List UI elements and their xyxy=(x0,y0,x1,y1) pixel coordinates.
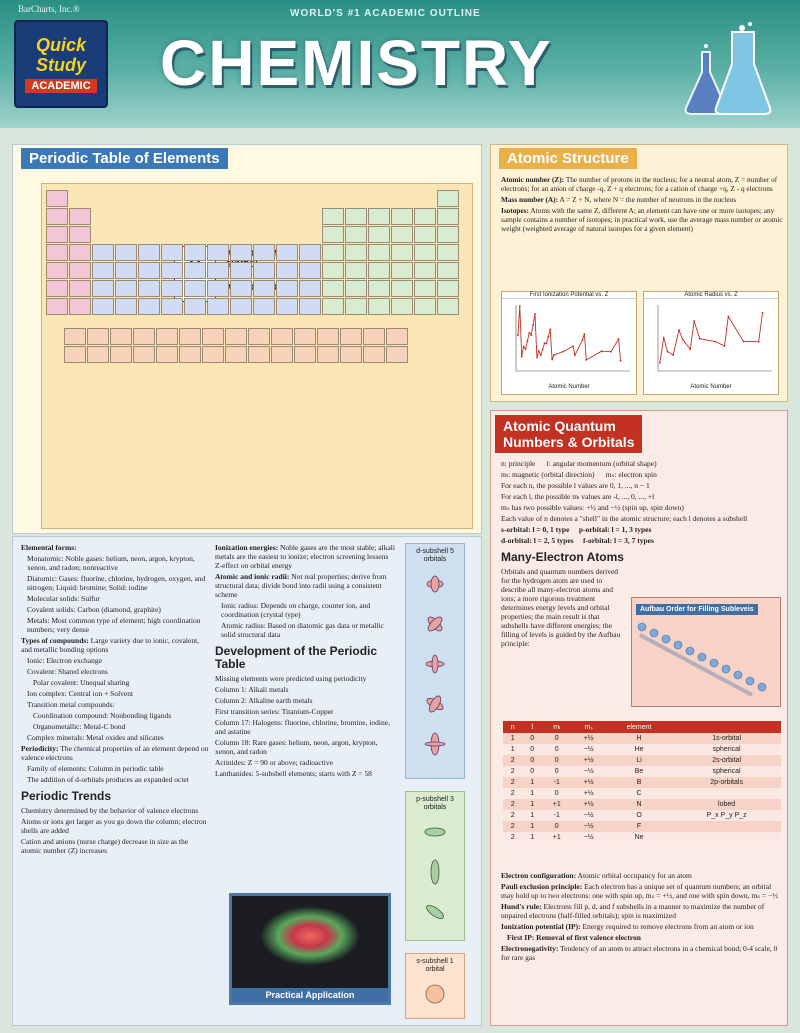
f-block-cell xyxy=(110,328,132,345)
f-block-cell xyxy=(202,346,224,363)
f-block-cell xyxy=(179,328,201,345)
periodic-table-panel xyxy=(12,144,482,534)
chart-point xyxy=(743,341,745,343)
element-cell xyxy=(322,226,344,243)
chart-point xyxy=(601,350,603,352)
element-cell xyxy=(253,280,275,297)
element-cell xyxy=(115,298,137,315)
element-cell xyxy=(437,298,459,315)
element-cell xyxy=(345,298,367,315)
element-cell xyxy=(230,244,252,261)
element-cell xyxy=(161,298,183,315)
p-orbital-strip: p-subshell 3 orbitals xyxy=(405,791,465,941)
element-cell xyxy=(46,226,68,243)
table-cell: 1 xyxy=(522,788,541,799)
element-cell xyxy=(46,262,68,279)
p-orbital-icon xyxy=(406,812,464,932)
f-block-cell xyxy=(294,328,316,345)
element-cell xyxy=(276,262,298,279)
element-cell xyxy=(414,244,436,261)
element-cell xyxy=(69,280,91,297)
element-cell xyxy=(92,262,114,279)
element-cell xyxy=(414,298,436,315)
practical-application-photo: Practical Application xyxy=(229,893,391,1005)
periodic-trends-heading: Periodic Trends xyxy=(21,789,112,803)
element-cell xyxy=(437,208,459,225)
element-cell xyxy=(299,244,321,261)
aufbau-arrows-icon xyxy=(632,619,780,703)
table-cell: 1 xyxy=(522,832,541,843)
element-cell xyxy=(414,280,436,297)
element-cell xyxy=(92,244,114,261)
element-cell xyxy=(414,262,436,279)
table-row xyxy=(503,788,781,799)
chart-point xyxy=(547,336,549,338)
table-cell: C xyxy=(606,788,672,799)
element-cell xyxy=(391,298,413,315)
chart-point xyxy=(724,345,726,347)
element-cell xyxy=(46,190,68,207)
chart-point xyxy=(540,354,542,356)
table-cell: -1 xyxy=(542,777,572,788)
table-row xyxy=(503,755,781,766)
element-cell xyxy=(368,262,390,279)
element-cell xyxy=(46,244,68,261)
chart-point xyxy=(689,348,691,350)
f-block-cell xyxy=(87,346,109,363)
table-cell: -1 xyxy=(542,810,572,821)
table-row xyxy=(503,777,781,788)
f-block-cell xyxy=(271,328,293,345)
element-cell xyxy=(437,280,459,297)
table-cell: He xyxy=(606,744,672,755)
f-block-cell xyxy=(87,328,109,345)
element-cell xyxy=(230,280,252,297)
element-cell xyxy=(138,244,160,261)
chart-point xyxy=(528,332,530,334)
element-cell xyxy=(299,280,321,297)
table-cell: 1 xyxy=(503,744,522,755)
f-block-cell xyxy=(156,328,178,345)
quickstudy-logo: Quick Study ACADEMIC xyxy=(14,20,108,108)
table-cell: 0 xyxy=(522,744,541,755)
table-cell: Be xyxy=(606,766,672,777)
table-cell: spherical xyxy=(672,766,781,777)
table-cell: H xyxy=(606,733,672,744)
table-cell: 2 xyxy=(503,810,522,821)
element-cell xyxy=(69,208,91,225)
table-cell: +½ xyxy=(572,788,606,799)
chart-point xyxy=(659,362,661,364)
table-cell: spherical xyxy=(672,744,781,755)
element-cell xyxy=(207,262,229,279)
element-cell xyxy=(207,298,229,315)
element-cell xyxy=(115,244,137,261)
element-cell xyxy=(391,244,413,261)
table-cell: 2 xyxy=(503,799,522,810)
element-cell xyxy=(207,280,229,297)
table-cell: 2 xyxy=(503,777,522,788)
chart-point xyxy=(714,341,716,343)
element-cell xyxy=(138,280,160,297)
f-block-cell xyxy=(64,346,86,363)
f-block-cell xyxy=(248,328,270,345)
f-block-cell xyxy=(386,328,408,345)
element-cell xyxy=(437,226,459,243)
element-cell xyxy=(46,208,68,225)
table-header-cell: mₗ xyxy=(542,721,572,733)
element-cell xyxy=(414,226,436,243)
quantum-rules-text: Electron configuration: Atomic orbital occupancy for an atom Pauli exclusion principle: Each electron has a unique set of quantum numbers; an orbital may hold up to two electrons: one with spin up, mₛ = +½, and one with spin down, mₛ = −½ Hund's rule: Electrons fill p, d, and f subshells in a manner to maximize the number of unpaired electrons (half-filled orbitals); spin is maximized Ionization potential (IP): Energy required to remove electrons from an atom or ion First IP: Removal of first valence electron Electronegativity: Tendency of an atom to attract electrons in a chemical bond; 0-4 scale, 0 for rare gas xyxy=(501,871,778,962)
chart-series-line xyxy=(660,313,763,363)
table-header-cell: n xyxy=(503,721,522,733)
many-electron-heading: Many-Electron Atoms xyxy=(501,550,624,564)
table-cell: O xyxy=(606,810,672,821)
table-cell: B xyxy=(606,777,672,788)
chart-point xyxy=(538,350,540,352)
table-cell: 0 xyxy=(522,733,541,744)
table-cell: +1 xyxy=(542,832,572,843)
table-cell: 2 xyxy=(503,821,522,832)
page-title: CHEMISTRY xyxy=(160,27,553,99)
flask-icon xyxy=(682,22,772,118)
fireworks-image xyxy=(260,906,360,966)
radius-chart: Atomic Radius vs. Z Atomic Number xyxy=(643,291,779,395)
development-heading: Development of the Periodic Table xyxy=(215,644,378,671)
table-cell: −½ xyxy=(572,821,606,832)
chart-point xyxy=(610,351,612,353)
element-cell xyxy=(368,226,390,243)
element-cell xyxy=(322,208,344,225)
table-cell: 1 xyxy=(522,799,541,810)
element-cell xyxy=(299,262,321,279)
left-column-1: Elemental forms: Monatomic: Noble gases: helium, neon, argon, krypton, xenon, and radon; nonreactive Diatomic: Gases: fluorine, chlorine, hydrogen, oxygen, and nitrogen; Liquid: bromine; Solid: iodine Molecular solids: Sulfur Covalent solids: Carbon (diamond, graphite) Metals: Most common type of element; high coordination numbers; very dense Types of compounds: Large variety due to ionic, covalent, and metallic bonding options Ionic: Electron exchange Covalent: Shared electrons Polar covalent: Unequal sharing Ion complex: Central ion + Solvent Transition metal compounds: Coordination compound: Nonbonding ligands Organometallic: Metal-C bond Complex minerals: Metal oxides and silicates Periodicity: The chemical properties of an element depend on valence electrons Family of elements: Column in periodic table The addition of d-orbitals produces an expanded octet Periodic Trends Chemistry determined by the behavior of valence electrons Atoms or ions get larger as you go down the column; electron shells are added Cation and anions (nurse charge) decrease in size as the atomic number (Z) increases xyxy=(21,543,209,855)
d-orbital-strip: d-subshell 5 orbitals xyxy=(405,543,465,779)
table-row xyxy=(503,832,781,843)
table-cell: 0 xyxy=(542,821,572,832)
element-cell xyxy=(276,280,298,297)
chart-point xyxy=(551,359,553,361)
element-cell xyxy=(391,208,413,225)
f-block-cell xyxy=(386,346,408,363)
f-block-cell xyxy=(202,328,224,345)
s-orbital-icon xyxy=(406,974,464,1014)
f-block-cell xyxy=(133,328,155,345)
element-cell xyxy=(437,244,459,261)
element-cell xyxy=(184,262,206,279)
chart-point xyxy=(667,351,669,353)
table-row xyxy=(503,799,781,810)
publisher: BarCharts, Inc.® xyxy=(18,4,80,14)
element-cell xyxy=(46,280,68,297)
header-banner xyxy=(0,0,800,128)
chart-point xyxy=(678,329,680,331)
chart-point xyxy=(517,334,519,336)
f-block-cell xyxy=(248,346,270,363)
table-cell: 1 xyxy=(522,777,541,788)
table-cell: 2p-orbitals xyxy=(672,777,781,788)
element-cell xyxy=(253,262,275,279)
element-cell xyxy=(161,262,183,279)
f-block-cell xyxy=(363,346,385,363)
chart-point xyxy=(693,320,695,322)
chart-point xyxy=(546,343,548,345)
chart-point xyxy=(542,348,544,350)
element-cell xyxy=(391,280,413,297)
element-cell xyxy=(92,298,114,315)
element-cell xyxy=(207,244,229,261)
element-cell xyxy=(230,298,252,315)
element-cell xyxy=(161,280,183,297)
chart-point xyxy=(534,313,536,315)
quantum-table xyxy=(503,721,781,843)
element-cell xyxy=(276,298,298,315)
table-cell: 2s-orbital xyxy=(672,755,781,766)
element-cell xyxy=(184,280,206,297)
f-block-cell xyxy=(156,346,178,363)
f-block-cell xyxy=(271,346,293,363)
element-cell xyxy=(69,298,91,315)
f-block-cell xyxy=(340,346,362,363)
table-cell xyxy=(672,832,781,843)
atomic-structure-panel xyxy=(490,144,788,402)
table-row xyxy=(503,821,781,832)
element-cell xyxy=(138,262,160,279)
table-cell: +½ xyxy=(572,755,606,766)
ionization-chart-plot xyxy=(502,299,636,379)
table-cell: 0 xyxy=(522,766,541,777)
table-cell: Li xyxy=(606,755,672,766)
element-cell xyxy=(184,298,206,315)
left-column-2: Ionization energies: Noble gases are the most stable; alkali metals are the easiest to ionize; electron screening lessens Z-effect on orbital energy Atomic and ionic radii: Not real properties; derive from structural data; divide bond into radii using a consistent scheme Ionic radius: Depends on charge, counter ion, and coordination (crystal type) Atomic radius: Based on diatomic gas data or metallic solid structural data Development of the Periodic Table Missing elements were predicted using periodicity Column 1: Alkali metals Column 2: Alkaline earth metals First transition series: Titanium-Copper Column 17: Halogens: fluorine, chlorine, bromine, iodine, and astatine Column 18: Rare gases: helium, neon, argon, krypton, xenon, and radon Actinides: Z = 90 or above; radioactive Lanthanides: 5-subshell elements; starts with Z = 58 xyxy=(215,543,395,778)
table-cell: −½ xyxy=(572,766,606,777)
quantum-numbers-panel xyxy=(490,410,788,1026)
table-cell: 1s-orbital xyxy=(672,733,781,744)
table-cell: Ne xyxy=(606,832,672,843)
table-cell: N xyxy=(606,799,672,810)
chart-point xyxy=(672,354,674,356)
table-cell: F xyxy=(606,821,672,832)
table-cell: 2 xyxy=(503,766,522,777)
periodic-table-heading: Periodic Table of Elements xyxy=(21,148,228,169)
chart-series-line xyxy=(518,306,621,361)
left-text-section xyxy=(12,536,482,1026)
chart-point xyxy=(519,305,521,307)
ionization-chart: First Ionization Potential vs. Z Atomic Number xyxy=(501,291,637,395)
quantum-text: n: principle l: angular momentum (orbital shape) mₗ: magnetic (orbital direction) mₛ: electron spin For each n, the possible l values are 0, 1, ..., n − 1 For each l, the possible mₗ values are -l, ..., 0, ..., +l mₛ has two possible values: +½ and −½ (spin up, spin down) Each value of n denotes a "shell" in the atomic structure; each l denotes a subshell s-orbital: l = 0, 1 type p-orbital: l = 1, 3 types d-orbital: l = 2, 5 types f-orbital: l = 3, 7 types Many-Electron Atoms Orbitals and quantum numbers derived for the hydrogen atom are used to describe all many-electron atoms and ions; a more rigorous treatment determines energy levels and orbital properties; the main result is that subshells have different energies; the filling of levels is guided by the Aufbau principle: xyxy=(501,459,781,650)
s-orbital-strip: s-subshell 1 orbital xyxy=(405,953,465,1019)
chart-point xyxy=(582,339,584,341)
element-cell xyxy=(391,262,413,279)
periodic-table xyxy=(41,183,473,529)
element-cell xyxy=(253,298,275,315)
chart-axes xyxy=(658,305,772,371)
f-block-cell xyxy=(363,328,385,345)
element-cell xyxy=(345,280,367,297)
f-block-cell xyxy=(294,346,316,363)
element-cell xyxy=(437,190,459,207)
chart-point xyxy=(530,334,532,336)
table-cell xyxy=(672,788,781,799)
table-cell: 0 xyxy=(542,788,572,799)
table-cell: +1 xyxy=(542,799,572,810)
element-cell xyxy=(345,262,367,279)
f-block-cell xyxy=(110,346,132,363)
element-cell xyxy=(322,244,344,261)
element-cell xyxy=(322,298,344,315)
chart-point xyxy=(521,356,523,358)
aufbau-diagram: Aufbau Order for Filling Subleveis xyxy=(631,597,781,707)
table-cell: −½ xyxy=(572,744,606,755)
atomic-structure-heading: Atomic Structure xyxy=(499,148,637,169)
element-cell xyxy=(322,262,344,279)
table-cell: 0 xyxy=(542,744,572,755)
element-cell xyxy=(46,298,68,315)
element-cell xyxy=(322,280,344,297)
f-block-cell xyxy=(179,346,201,363)
f-block-cell xyxy=(64,328,86,345)
element-cell xyxy=(161,244,183,261)
element-cell xyxy=(345,208,367,225)
element-cell xyxy=(368,208,390,225)
table-cell: 0 xyxy=(542,755,572,766)
table-cell: +½ xyxy=(572,799,606,810)
subtitle: WORLD'S #1 ACADEMIC OUTLINE xyxy=(290,8,481,19)
chart-point xyxy=(618,338,620,340)
table-cell: 1 xyxy=(503,733,522,744)
chart-point xyxy=(553,354,555,356)
chart-point xyxy=(584,333,586,335)
element-cell xyxy=(368,280,390,297)
f-block-cell xyxy=(317,346,339,363)
radius-chart-plot xyxy=(644,299,778,379)
f-block-cell xyxy=(225,328,247,345)
chart-point xyxy=(727,316,729,318)
table-cell xyxy=(672,821,781,832)
element-cell xyxy=(368,298,390,315)
element-cell xyxy=(69,262,91,279)
table-cell: 1 xyxy=(522,821,541,832)
f-block-cell xyxy=(317,328,339,345)
element-cell xyxy=(368,244,390,261)
chart-point xyxy=(549,328,551,330)
table-header-cell: mₛ xyxy=(572,721,606,733)
table-cell: P_x P_y P_z xyxy=(672,810,781,821)
atomic-structure-text: Atomic number (Z): The number of protons in the nucleus; for a neutral atom, Z = number of electrons; for an anion of charge -q, Z + q electrons; for a cation of charge +q, Z - q electrons Mass number (A): A = Z + N, where N = the number of neutrons in the nucleus Isotopes: Atoms with the same Z, different A; an element can have one or more isotopes; any sample contains a number of isotopes; in practical work, use the average mass number or atomic weight (weighted average of natural isotopes for a given element) xyxy=(501,175,783,233)
table-cell: 0 xyxy=(542,766,572,777)
chart-point xyxy=(762,312,764,314)
table-cell: 2 xyxy=(503,755,522,766)
chart-point xyxy=(699,338,701,340)
table-header-cell: l xyxy=(522,721,541,733)
element-cell xyxy=(138,298,160,315)
table-row xyxy=(503,766,781,777)
table-cell: −½ xyxy=(572,832,606,843)
element-cell xyxy=(69,226,91,243)
element-cell xyxy=(115,262,137,279)
table-row xyxy=(503,733,781,744)
chart-axes xyxy=(516,305,630,371)
chart-point xyxy=(536,357,538,359)
table-row xyxy=(503,744,781,755)
chart-point xyxy=(523,346,525,348)
element-cell xyxy=(92,280,114,297)
f-block-cell xyxy=(225,346,247,363)
chart-point xyxy=(563,351,565,353)
chart-point xyxy=(758,341,760,343)
table-cell: −½ xyxy=(572,810,606,821)
element-cell xyxy=(437,262,459,279)
chart-point xyxy=(525,348,527,350)
element-cell xyxy=(345,244,367,261)
element-cell xyxy=(69,244,91,261)
element-cell xyxy=(253,244,275,261)
d-orbital-icon xyxy=(406,564,464,764)
table-cell: 1 xyxy=(522,810,541,821)
table-cell: lobed xyxy=(672,799,781,810)
table-header-cell: element xyxy=(606,721,672,733)
element-cell xyxy=(299,298,321,315)
table-cell: 0 xyxy=(542,733,572,744)
f-block-cell xyxy=(340,328,362,345)
f-block-cell xyxy=(133,346,155,363)
chart-point xyxy=(620,360,622,362)
table-cell: 2 xyxy=(503,832,522,843)
element-cell xyxy=(115,280,137,297)
element-cell xyxy=(184,244,206,261)
element-cell xyxy=(276,244,298,261)
table-cell: 2 xyxy=(503,788,522,799)
table-cell: 0 xyxy=(522,755,541,766)
chart-point xyxy=(532,324,534,326)
chart-point xyxy=(682,339,684,341)
chart-point xyxy=(544,342,546,344)
chart-point xyxy=(585,359,587,361)
table-cell: +½ xyxy=(572,777,606,788)
element-cell xyxy=(414,208,436,225)
chart-point xyxy=(663,337,665,339)
element-cell xyxy=(391,226,413,243)
chart-point xyxy=(527,340,529,342)
chart-point xyxy=(572,345,574,347)
element-cell xyxy=(230,262,252,279)
table-cell: +½ xyxy=(572,733,606,744)
element-cell xyxy=(345,226,367,243)
chart-point xyxy=(574,354,576,356)
quantum-heading: Atomic Quantum Numbers & Orbitals xyxy=(495,415,642,453)
table-header-cell xyxy=(672,721,781,733)
table-row xyxy=(503,810,781,821)
